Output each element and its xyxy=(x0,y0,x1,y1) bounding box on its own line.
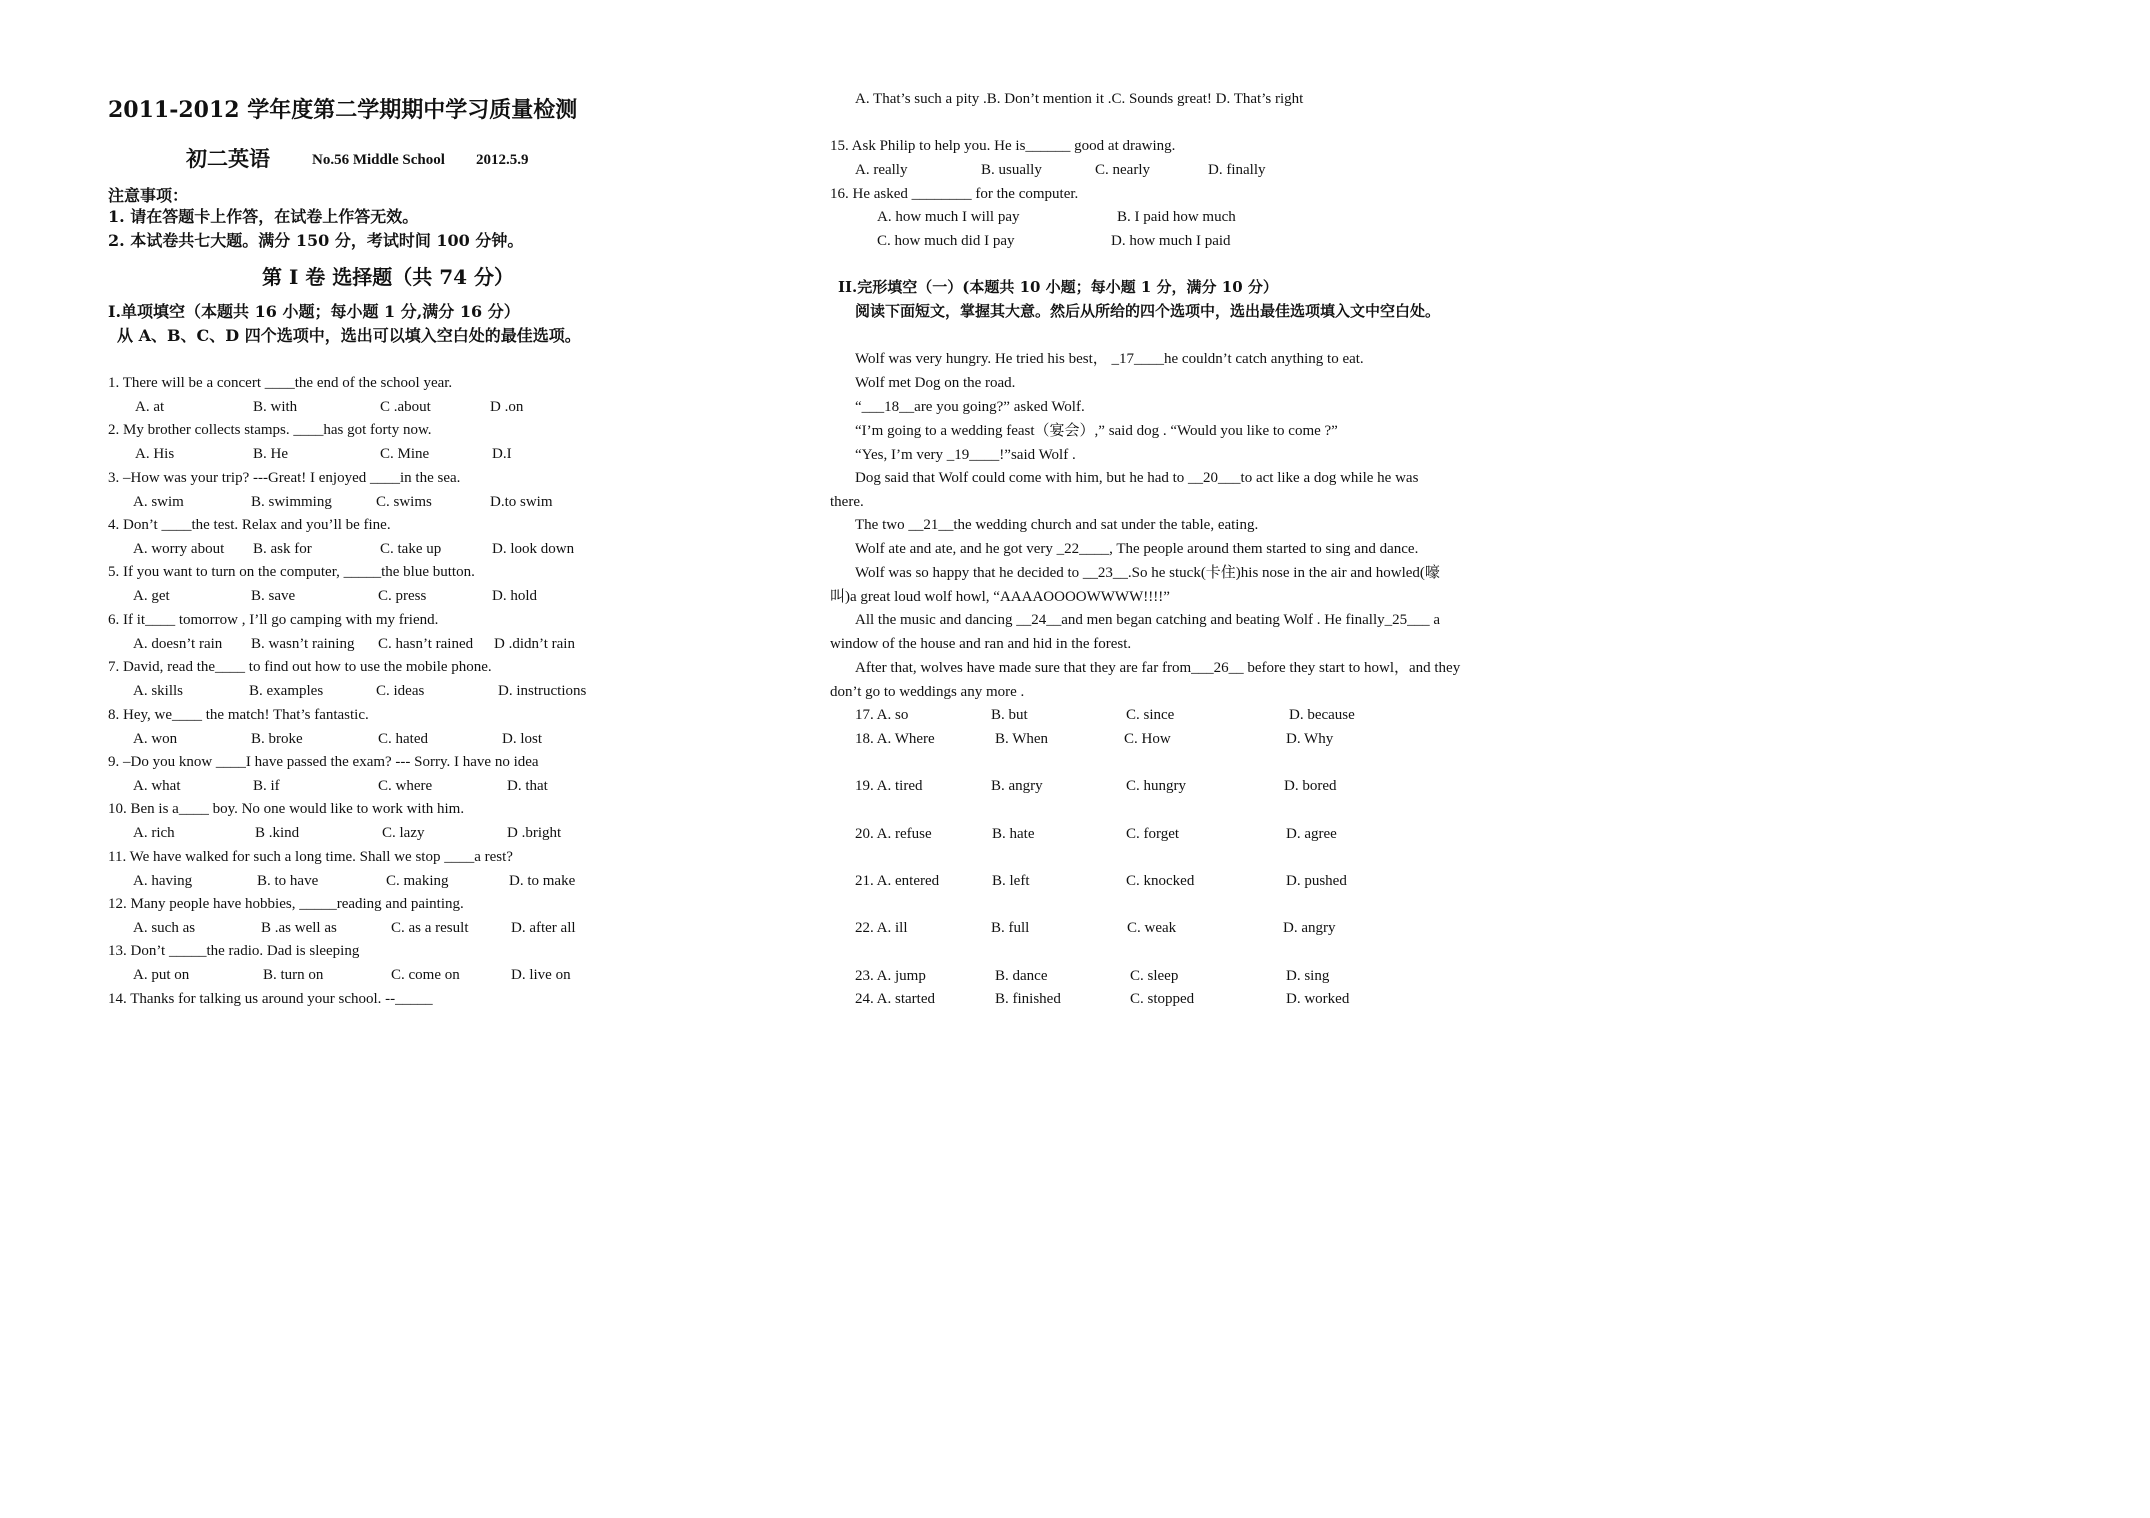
option: D. sing xyxy=(1286,968,1330,984)
option: C. press xyxy=(378,588,427,604)
passage-line: Dog said that Wolf could come with him, but he had to __20___to act like a dog while he was xyxy=(855,470,1419,486)
option: C. How xyxy=(1124,731,1171,747)
option: D. worked xyxy=(1286,991,1350,1007)
option: C. stopped xyxy=(1130,991,1195,1007)
option: D. bored xyxy=(1284,778,1337,794)
option: D. instructions xyxy=(498,683,587,699)
option: A. how much I will pay xyxy=(877,209,1020,225)
question-stem: 2. My brother collects stamps. ____has got forty now. xyxy=(108,422,432,438)
passage-line: All the music and dancing __24__and men began catching and beating Wolf . He finally_25___ a xyxy=(855,612,1441,628)
passage-line: The two __21__the wedding church and sat under the table, eating. xyxy=(855,517,1259,533)
option: D. look down xyxy=(492,541,575,557)
option: D. because xyxy=(1289,707,1355,723)
option: B. ask for xyxy=(253,541,312,557)
option: D .on xyxy=(490,399,524,415)
passage-line: don’t go to weddings any more . xyxy=(830,684,1025,700)
passage-line: “Yes, I’m very _19____!”said Wolf . xyxy=(855,447,1076,463)
option: D. finally xyxy=(1208,162,1266,178)
option: C. hated xyxy=(378,731,428,747)
option: A. His xyxy=(135,446,175,462)
option: D.to swim xyxy=(490,494,553,510)
option: D. pushed xyxy=(1286,873,1347,889)
passage-line: 叫)a great loud wolf howl, “AAAAOOOOWWWW!!!!” xyxy=(830,589,1170,605)
passage-line: Wolf was so happy that he decided to __23__.So he stuck(卡住)his nose in the air and howled(嚎 xyxy=(855,565,1440,581)
option: A. what xyxy=(133,778,181,794)
option: D. Why xyxy=(1286,731,1334,747)
question-stem: 13. Don’t _____the radio. Dad is sleeping xyxy=(108,943,360,959)
option: A. at xyxy=(135,399,165,415)
option: B. but xyxy=(991,707,1028,723)
option: C. come on xyxy=(391,967,460,983)
option: D. after all xyxy=(511,920,576,936)
question-stem: 12. Many people have hobbies, _____reading and painting. xyxy=(108,896,464,912)
section1-heading: I.单项填空（本题共 16 小题；每小题 1 分,满分 16 分） xyxy=(108,302,520,321)
option: D.I xyxy=(492,446,512,462)
option: D. to make xyxy=(509,873,576,889)
passage-line: there. xyxy=(830,494,864,510)
option: B. full xyxy=(991,920,1030,936)
question-stem: 8. Hey, we____ the match! That’s fantastic. xyxy=(108,707,369,723)
option: B. broke xyxy=(251,731,303,747)
passage-line: After that, wolves have made sure that they are far from___26__ before they start to howl，and they xyxy=(855,660,1461,676)
question-stem: 1. There will be a concert ____the end of the school year. xyxy=(108,375,453,391)
exam-title: 2011-2012 学年度第二学期期中学习质量检测 xyxy=(108,97,578,123)
section1-instruction: 从 A、B、C、D 四个选项中，选出可以填入空白处的最佳选项。 xyxy=(117,326,581,345)
option: B. He xyxy=(253,446,288,462)
question-stem: 4. Don’t ____the test. Relax and you’ll be fine. xyxy=(108,517,391,533)
notice-item: 1. 请在答题卡上作答，在试卷上作答无效。 xyxy=(108,207,419,226)
cloze-question: 20. A. refuse xyxy=(855,826,932,842)
passage-line: Wolf met Dog on the road. xyxy=(855,375,1016,391)
passage-line: Wolf ate and ate, and he got very _22____, The people around them started to sing and dance. xyxy=(855,541,1419,557)
option: B. with xyxy=(253,399,298,415)
option: C. where xyxy=(378,778,433,794)
subject-label: 初二英语 xyxy=(186,146,270,171)
school-name: No.56 Middle School xyxy=(312,152,445,168)
notice-item: 2. 本试卷共七大题。满分 150 分，考试时间 100 分钟。 xyxy=(108,231,524,250)
option: B. wasn’t raining xyxy=(251,636,355,652)
option: B. usually xyxy=(981,162,1042,178)
option: A. rich xyxy=(133,825,175,841)
cloze-question: 24. A. started xyxy=(855,991,935,1007)
cloze-question: 17. A. so xyxy=(855,707,909,723)
option: B. hate xyxy=(992,826,1035,842)
option: B. left xyxy=(992,873,1030,889)
option: C. knocked xyxy=(1126,873,1195,889)
option: C. lazy xyxy=(382,825,425,841)
option: D. that xyxy=(507,778,548,794)
option: A. put on xyxy=(133,967,190,983)
option: B. examples xyxy=(249,683,324,699)
right-column xyxy=(780,0,1556,1100)
option: A. really xyxy=(855,162,908,178)
option: B. turn on xyxy=(263,967,324,983)
option: B. to have xyxy=(257,873,319,889)
option: A. skills xyxy=(133,683,184,699)
option: A. won xyxy=(133,731,178,747)
option: C .about xyxy=(380,399,431,415)
question-stem: 5. If you want to turn on the computer, _____the blue button. xyxy=(108,564,475,580)
option: C. ideas xyxy=(376,683,425,699)
question-stem: 7. David, read the____ to find out how to use the mobile phone. xyxy=(108,659,492,675)
passage-line: “___18__are you going?” asked Wolf. xyxy=(855,399,1085,415)
section2-heading: II.完形填空（一）(本题共 10 小题；每小题 1 分，满分 10 分） xyxy=(838,278,1278,296)
option: D. live on xyxy=(511,967,571,983)
option: D. angry xyxy=(1283,920,1336,936)
option: D .didn’t rain xyxy=(494,636,575,652)
question-stem: 10. Ben is a____ boy. No one would like to work with him. xyxy=(108,801,465,817)
question-stem: 14. Thanks for talking us around your school. --_____ xyxy=(108,991,433,1007)
option: A. swim xyxy=(133,494,184,510)
option: C. making xyxy=(386,873,449,889)
option: C. hasn’t rained xyxy=(378,636,474,652)
option: C. take up xyxy=(380,541,442,557)
section2-instruction: 阅读下面短文，掌握其大意。然后从所给的四个选项中，选出最佳选项填入文中空白处。 xyxy=(855,302,1441,320)
left-column xyxy=(0,0,780,1100)
option: C. nearly xyxy=(1095,162,1150,178)
exam-date: 2012.5.9 xyxy=(476,152,529,168)
option: B .kind xyxy=(255,825,300,841)
option: C. sleep xyxy=(1130,968,1179,984)
passage-line: “I’m going to a wedding feast（宴会）,” said dog . “Would you like to come ?” xyxy=(855,423,1338,439)
cloze-question: 22. A. ill xyxy=(855,920,908,936)
question-stem: 16. He asked ________ for the computer. xyxy=(830,186,1079,202)
passage-line: window of the house and ran and hid in the forest. xyxy=(830,636,1132,652)
question-stem: 9. –Do you know ____I have passed the exam? --- Sorry. I have no idea xyxy=(108,754,539,770)
option: B. I paid how much xyxy=(1117,209,1236,225)
question-stem: 3. –How was your trip? ---Great! I enjoyed ____in the sea. xyxy=(108,470,461,486)
option: D .bright xyxy=(507,825,562,841)
option: B. When xyxy=(995,731,1049,747)
question-stem: 11. We have walked for such a long time. Shall we stop ____a rest? xyxy=(108,849,513,865)
option: B. finished xyxy=(995,991,1061,1007)
option: D. hold xyxy=(492,588,537,604)
option: B. swimming xyxy=(251,494,332,510)
option: B. angry xyxy=(991,778,1043,794)
cloze-question: 23. A. jump xyxy=(855,968,926,984)
option: A. such as xyxy=(133,920,196,936)
option: B .as well as xyxy=(261,920,337,936)
option: A. get xyxy=(133,588,170,604)
option: B. if xyxy=(253,778,280,794)
option: B. dance xyxy=(995,968,1048,984)
part1-heading: 第 I 卷 选择题（共 74 分） xyxy=(262,265,515,289)
option: D. lost xyxy=(502,731,543,747)
cloze-question: 19. A. tired xyxy=(855,778,923,794)
cloze-question: 18. A. Where xyxy=(855,731,935,747)
option: C. as a result xyxy=(391,920,469,936)
passage-line: Wolf was very hungry. He tried his best， _17____he couldn’t catch anything to eat. xyxy=(855,351,1364,367)
option: C. Mine xyxy=(380,446,430,462)
option: C. how much did I pay xyxy=(877,233,1015,249)
cloze-question: 21. A. entered xyxy=(855,873,940,889)
option: C. hungry xyxy=(1126,778,1186,794)
notice-heading: 注意事项： xyxy=(108,186,189,205)
option: D. agree xyxy=(1286,826,1337,842)
option: A. doesn’t rain xyxy=(133,636,223,652)
question-stem: 6. If it____ tomorrow , I’ll go camping with my friend. xyxy=(108,612,439,628)
option: A. having xyxy=(133,873,193,889)
q14-options: A. That’s such a pity .B. Don’t mention it .C. Sounds great! D. That’s right xyxy=(855,91,1304,107)
option: B. save xyxy=(251,588,296,604)
option: A. worry about xyxy=(133,541,225,557)
option: C. since xyxy=(1126,707,1175,723)
option: C. weak xyxy=(1127,920,1177,936)
option: D. how much I paid xyxy=(1111,233,1231,249)
option: C. swims xyxy=(376,494,432,510)
question-stem: 15. Ask Philip to help you. He is______ good at drawing. xyxy=(830,138,1176,154)
option: C. forget xyxy=(1126,826,1180,842)
